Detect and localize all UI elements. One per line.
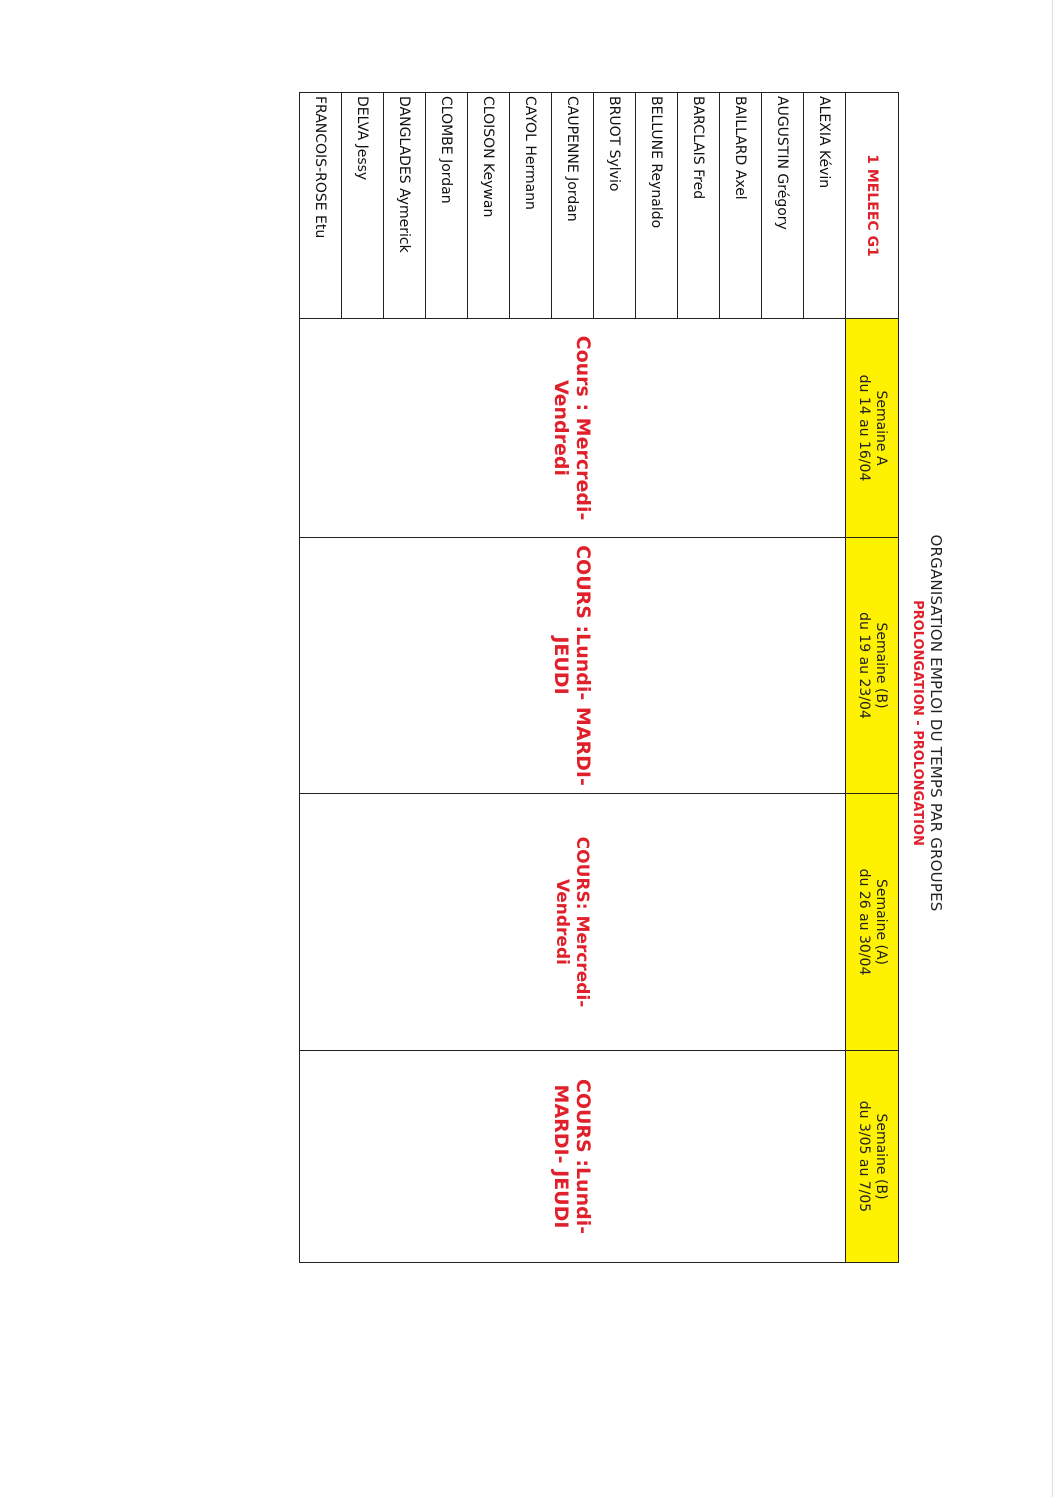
week-header	[846, 538, 899, 794]
week-header	[846, 1051, 899, 1263]
student-name: ALEXIA Kévin	[804, 93, 846, 319]
student-name: BRUOT Sylvio	[594, 93, 636, 319]
student-name: AUGUSTIN Grégory	[762, 93, 804, 319]
document-header	[899, 92, 946, 1264]
student-name: DANGLADES Aymerick	[384, 93, 426, 319]
course-cell: COURS :Lundi- MARDI- JEUDI	[300, 1051, 846, 1263]
student-name: FRANCOIS-ROSE Etu	[300, 93, 342, 319]
document-title: ORGANISATION EMPLOI DU TEMPS PAR GROUPES	[927, 534, 945, 912]
week-label: Semaine (B)	[873, 622, 889, 709]
student-name: CAYOL Hermann	[510, 93, 552, 319]
week-dates: du 14 au 16/04	[856, 374, 872, 482]
student-name: CLOMBE Jordan	[426, 93, 468, 319]
page-edge	[1052, 0, 1053, 1497]
schedule-table	[299, 92, 899, 1263]
group-name: 1 MELEEC G1	[846, 93, 899, 319]
week-dates: du 3/05 au 7/05	[856, 1100, 872, 1213]
student-name: BAILLARD Axel	[720, 93, 762, 319]
week-header	[846, 319, 899, 538]
week-label: Semaine A	[873, 390, 889, 466]
rotated-document	[286, 92, 946, 1264]
student-name: CLOISON Keywan	[468, 93, 510, 319]
week-dates: du 26 au 30/04	[856, 868, 872, 976]
document-subtitle: PROLONGATION - PROLONGATION	[910, 600, 925, 846]
student-name: BELLUNE Reynaldo	[636, 93, 678, 319]
student-name: CAUPENNE Jordan	[552, 93, 594, 319]
week-label: Semaine (B)	[873, 1113, 889, 1200]
table-row	[804, 93, 846, 1263]
week-label: Semaine (A)	[873, 878, 889, 966]
student-name: BARCLAIS Fred	[678, 93, 720, 319]
course-cell: Cours : Mercredi- Vendredi	[300, 319, 846, 538]
week-header	[846, 794, 899, 1051]
week-dates: du 19 au 23/04	[856, 612, 872, 719]
course-cell: COURS: Mercredi- Vendredi	[300, 794, 846, 1051]
course-cell: COURS :Lundi- MARDI- JEUDI	[300, 538, 846, 794]
student-name: DELVA Jessy	[342, 93, 384, 319]
header-row	[846, 93, 899, 1263]
